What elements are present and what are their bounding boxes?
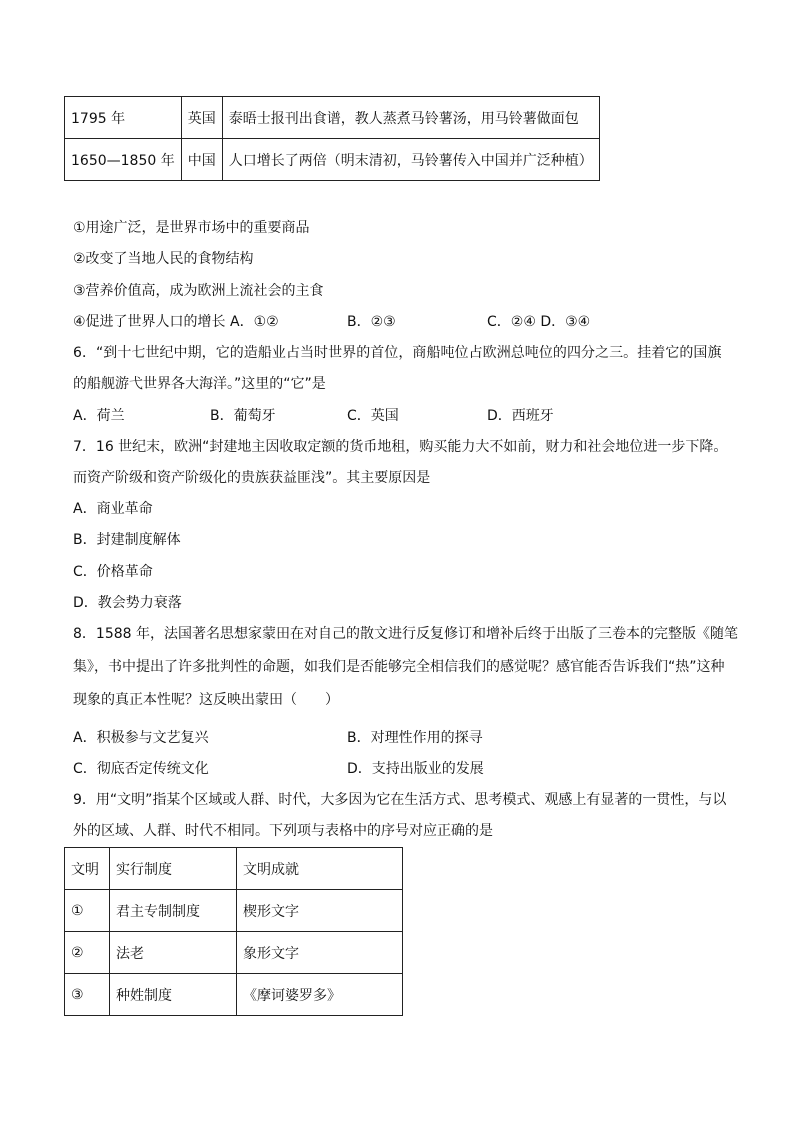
history-table-top	[64, 96, 600, 181]
statement-4-with-option-a: ④促进了世界人口的增长 A．①②	[73, 314, 279, 330]
table-cell: 《摩诃婆罗多》	[237, 974, 403, 1016]
option-b: B．封建制度解体	[73, 532, 181, 548]
table-cell: 象形文字	[237, 932, 403, 974]
option-c: C．彻底否定传统文化	[73, 761, 209, 777]
table-row	[65, 139, 600, 181]
option-b: B．②③	[347, 314, 396, 330]
option-d: D．支持出版业的发展	[347, 761, 484, 777]
question-8-text-cont: 集》，书中提出了许多批判性的命题，如我们是否能够完全相信我们的感觉呢？感官能否告诉我们“热”这种	[73, 659, 725, 675]
table-cell-year: 1795 年	[65, 97, 182, 139]
table-cell-country: 英国	[181, 97, 222, 139]
statement-3: ③营养价值高，成为欧洲上流社会的主食	[73, 283, 324, 299]
option-b: B．对理性作用的探寻	[347, 730, 483, 746]
question-6-text-cont: 的船舰游弋世界各大海洋。”这里的“它”是	[73, 376, 326, 392]
table-cell-event: 人口增长了两倍（明末清初，马铃薯传入中国并广泛种植）	[222, 139, 599, 181]
table-cell: ②	[65, 932, 110, 974]
table-cell-country: 中国	[181, 139, 222, 181]
table-row	[65, 97, 600, 139]
question-9-text: 9．用“文明”指某个区域或人群、时代，大多因为它在生活方式、思考模式、观感上有显著的一贯性，与以	[73, 792, 727, 808]
option-a: A．荷兰	[73, 408, 125, 424]
option-d: D．教会势力衰落	[73, 595, 182, 611]
table-cell-year: 1650—1850 年	[65, 139, 182, 181]
question-8-text-cont2: 现象的真正本性呢？这反映出蒙田（ ）	[73, 692, 339, 708]
option-a: A．商业革命	[73, 501, 153, 517]
option-b: B．葡萄牙	[210, 408, 276, 424]
statement-2: ②改变了当地人民的食物结构	[73, 251, 254, 267]
table-row	[65, 932, 403, 974]
option-a: A．积极参与文艺复兴	[73, 730, 209, 746]
table-cell: 法老	[110, 932, 237, 974]
table-cell-event: 泰晤士报刊出食谱，教人蒸煮马铃薯汤，用马铃薯做面包	[222, 97, 599, 139]
option-c: C．价格革命	[73, 564, 153, 580]
question-7-text-cont: 而资产阶级和资产阶级化的贵族获益匪浅”。其主要原因是	[73, 470, 431, 486]
question-9-text-cont: 外的区域、人群、时代不相同。下列项与表格中的序号对应正确的是	[73, 823, 493, 839]
table-row	[65, 890, 403, 932]
table-cell: ①	[65, 890, 110, 932]
table-header-system: 实行制度	[110, 848, 237, 890]
option-d: D．西班牙	[487, 408, 554, 424]
table-cell: ③	[65, 974, 110, 1016]
table-cell: 君主专制制度	[110, 890, 237, 932]
question-8-text: 8．1588 年，法国著名思想家蒙田在对自己的散文进行反复修订和增补后终于出版了三卷本的完整版《随笔	[73, 626, 738, 642]
table-header-achievement: 文明成就	[237, 848, 403, 890]
table-cell: 楔形文字	[237, 890, 403, 932]
table-row	[65, 974, 403, 1016]
option-c-d: C．②④ D．③④	[487, 314, 591, 330]
statement-1: ①用途广泛，是世界市场中的重要商品	[73, 220, 310, 236]
question-7-text: 7．16 世纪末，欧洲“封建地主因收取定额的货币地租，购买能力大不如前，财力和社会地位进一步下降。	[73, 439, 728, 455]
option-c: C．英国	[347, 408, 399, 424]
table-header-civilization: 文明	[65, 848, 110, 890]
question-6-text: 6．“到十七世纪中期，它的造船业占当时世界的首位，商船吨位占欧洲总吨位的四分之三。挂着它的国旗	[73, 345, 722, 361]
table-cell: 种姓制度	[110, 974, 237, 1016]
table-header-row	[65, 848, 403, 890]
civilization-table	[64, 847, 403, 1016]
